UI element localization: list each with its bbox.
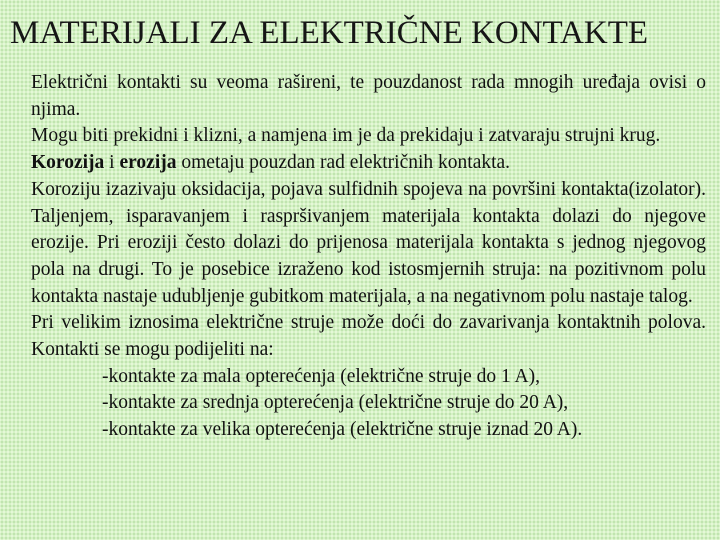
- paragraph-contact-types: Mogu biti prekidni i klizni, a namjena im je da prekidaju i zatvaraju strujni krug.: [31, 125, 661, 147]
- contact-load-list: [31, 364, 706, 444]
- list-item-heavy-load: -kontakte za velika opterećenja (električne struje iznad 20 A).: [102, 419, 583, 441]
- term-corrosion: Korozija: [31, 152, 105, 174]
- paragraph-contacts-intro: Električni kontakti su veoma rašireni, te pouzdanost rada mnogih uređaja ovisi o njima.: [31, 72, 706, 120]
- corrosion-erosion-rest: ometaju pouzdan rad električnih kontakta.: [176, 152, 511, 174]
- term-erosion: erozija: [119, 152, 177, 174]
- slide-body: [31, 70, 706, 444]
- slide-title: MATERIJALI ZA ELEKTRIČNE KONTAKTE: [10, 15, 649, 51]
- paragraph-welding: Pri velikim iznosima električne struje može doći do zavarivanja kontaktnih polova. Kontakti se mogu podijeliti na:: [31, 312, 706, 361]
- paragraph-corrosion-erosion: [31, 150, 706, 177]
- list-item-medium-load: -kontakte za srednja opterećenja (električne struje do 20 A),: [102, 392, 569, 414]
- list-item-light-load: -kontakte za mala opterećenja (električne struje do 1 A),: [102, 365, 541, 387]
- paragraph-corrosion-causes: Koroziju izazivaju oksidacija, pojava sulfidnih spojeva na površini kontakta(izolator). Taljenjem, isparavanjem i raspršivanjem materijala kontakta dolazi do njegove erozije. Pri eroziji često dolazi do prijenosa materijala kontakta s jednog njegovog pola na drugi. To je posebice izraženo kod istosmjernih struja: na pozitivnom polu kontakta nastaje udubljenje gubitkom materijala, a na negativnom polu nastaje talog.: [31, 178, 706, 307]
- term-join: i: [104, 152, 120, 174]
